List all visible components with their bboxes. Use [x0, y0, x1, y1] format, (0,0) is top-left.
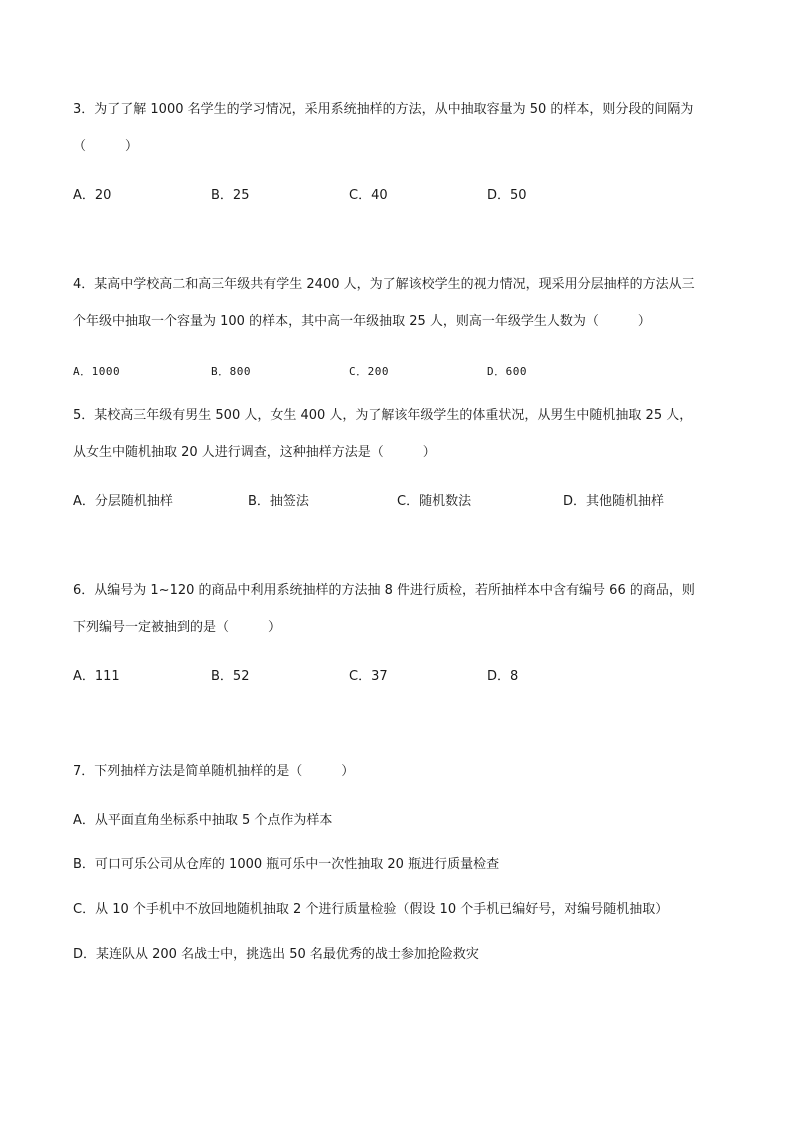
question-6-option-b: B．52	[211, 669, 250, 684]
question-7-option-a: A．从平面直角坐标系中抽取 5 个点作为样本	[73, 813, 333, 828]
question-3-option-b: B．25	[211, 188, 250, 203]
question-7-line-1: 7．下列抽样方法是简单随机抽样的是（ ）	[73, 764, 355, 779]
question-5-option-a: A．分层随机抽样	[73, 494, 173, 509]
question-7-option-d: D．某连队从 200 名战士中，挑选出 50 名最优秀的战士参加抢险救灾	[73, 947, 479, 962]
question-4-line-1: 4．某高中学校高二和高三年级共有学生 2400 人，为了解该校学生的视力情况，现采用分层抽样的方法从三	[73, 277, 695, 292]
question-5-line-1: 5．某校高三年级有男生 500 人，女生 400 人，为了解该年级学生的体重状况，从男生中随机抽取 25 人，	[73, 408, 693, 423]
question-5-line-2: 从女生中随机抽取 20 人进行调查，这种抽样方法是（ ）	[73, 445, 436, 460]
question-6-option-d: D．8	[487, 669, 519, 684]
question-4-option-d: D．600	[487, 365, 527, 378]
question-4-line-2: 个年级中抽取一个容量为 100 的样本，其中高一年级抽取 25 人，则高一年级学生人数为（ ）	[73, 314, 651, 329]
question-4-option-b: B．800	[211, 365, 251, 378]
question-3-option-a: A．20	[73, 188, 112, 203]
question-6-line-2: 下列编号一定被抽到的是（ ）	[73, 620, 282, 635]
question-7-option-b: B．可口可乐公司从仓库的 1000 瓶可乐中一次性抽取 20 瓶进行质量检查	[73, 857, 500, 872]
question-6-option-c: C．37	[349, 669, 388, 684]
question-6-option-a: A．111	[73, 669, 120, 684]
question-3-option-d: D．50	[487, 188, 527, 203]
question-4-option-a: A．1000	[73, 365, 121, 378]
question-4-option-c: C．200	[349, 365, 389, 378]
question-5-option-b: B．抽签法	[248, 494, 309, 509]
question-5-option-c: C．随机数法	[397, 494, 472, 509]
question-7-option-c: C．从 10 个手机中不放回地随机抽取 2 个进行质量检验（假设 10 个手机已编好号，对编号随机抽取）	[73, 902, 669, 917]
question-5-option-d: D．其他随机抽样	[563, 494, 665, 509]
question-3-line-1: 3．为了了解 1000 名学生的学习情况，采用系统抽样的方法，从中抽取容量为 50 的样本，则分段的间隔为	[73, 102, 694, 117]
question-6-line-1: 6．从编号为 1~120 的商品中利用系统抽样的方法抽 8 件进行质检，若所抽样本中含有编号 66 的商品，则	[73, 583, 695, 598]
question-3-line-2: （ ）	[73, 139, 139, 154]
question-3-option-c: C．40	[349, 188, 388, 203]
